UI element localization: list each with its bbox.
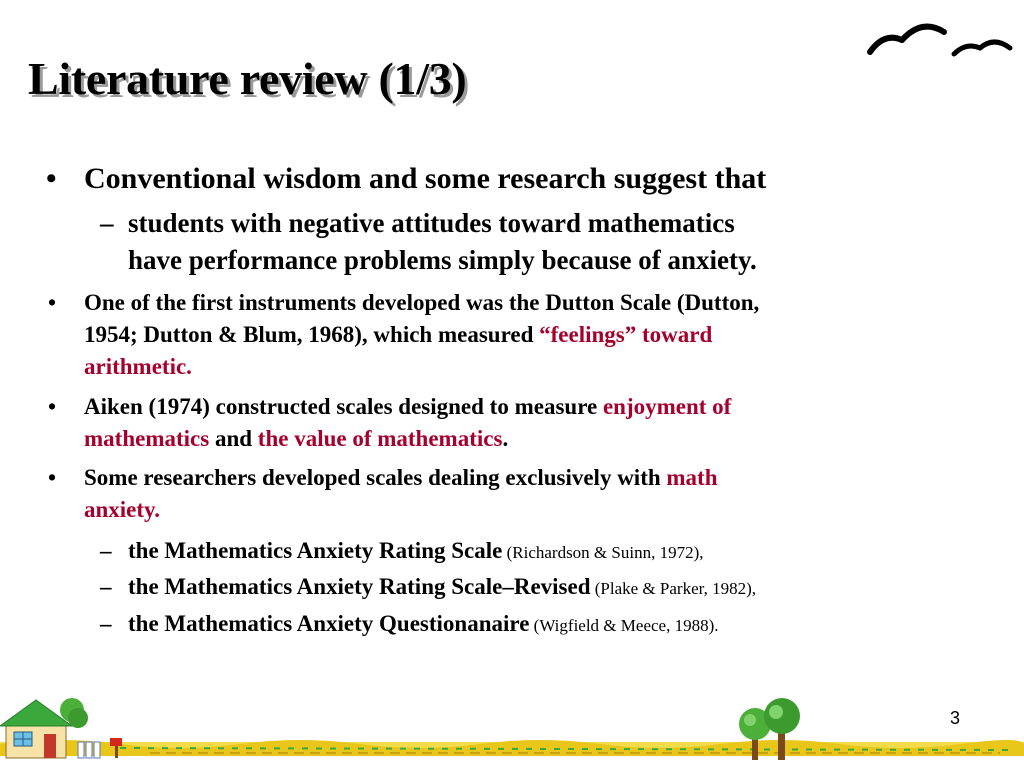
dash-marker: – (100, 611, 112, 636)
bullet-marker: • (48, 394, 57, 419)
highlight-text: anxiety. (84, 497, 161, 522)
dash-marker: – (100, 538, 112, 563)
bullet-text: Conventional wisdom and some research suggest that (84, 162, 767, 195)
highlight-text: mathematics (84, 426, 210, 451)
page-number: 3 (950, 708, 961, 728)
footer-decoration (0, 690, 1024, 768)
dash-marker: – (100, 574, 112, 599)
highlight-text: “feelings” toward (539, 322, 713, 347)
dash-marker: – (100, 208, 114, 238)
bullet-marker: • (48, 290, 57, 315)
highlight-text: arithmetic. (84, 354, 192, 379)
bullet-text: and (209, 426, 258, 451)
bullet-text: 1954; Dutton & Blum, 1968), which measured (84, 322, 540, 347)
grass-strip (0, 740, 1024, 756)
citation: (Plake & Parker, 1982), (590, 579, 757, 598)
sub-bullet-line-1: students with negative attitudes toward mathematics (128, 208, 735, 238)
birds-icon (862, 12, 1022, 72)
bullet-text: Some researchers developed scales dealing exclusively with (84, 465, 667, 490)
citation: (Wigfield & Meece, 1988). (529, 616, 719, 635)
bullet-conventional-wisdom (46, 160, 767, 198)
bullet-marker: • (48, 465, 57, 490)
fence (78, 742, 100, 758)
sub-bullet-line-2: have performance problems simply because of anxiety. (128, 245, 757, 275)
bullet-text: Aiken (1974) constructed scales designed to measure (84, 394, 603, 419)
sub-bullet-negative-attitudes (100, 205, 757, 275)
scale-name: the Mathematics Anxiety Questionanaire (128, 611, 530, 636)
scale-name: the Mathematics Anxiety Rating Scale–Revised (128, 574, 591, 599)
highlight-text: the value of mathematics (257, 426, 503, 451)
bullet-line-1: One of the first instruments developed was the Dutton Scale (Dutton, (84, 290, 760, 315)
slide-title: Literature review (1/3) (28, 53, 467, 104)
highlight-text: math (666, 465, 718, 490)
bullet-text: . (502, 426, 509, 451)
bullet-marker: • (46, 162, 57, 195)
scale-name: the Mathematics Anxiety Rating Scale (128, 538, 503, 563)
bullet-line-2 (84, 319, 759, 351)
citation: (Richardson & Suinn, 1972), (502, 543, 704, 562)
highlight-text: enjoyment of (602, 394, 732, 419)
